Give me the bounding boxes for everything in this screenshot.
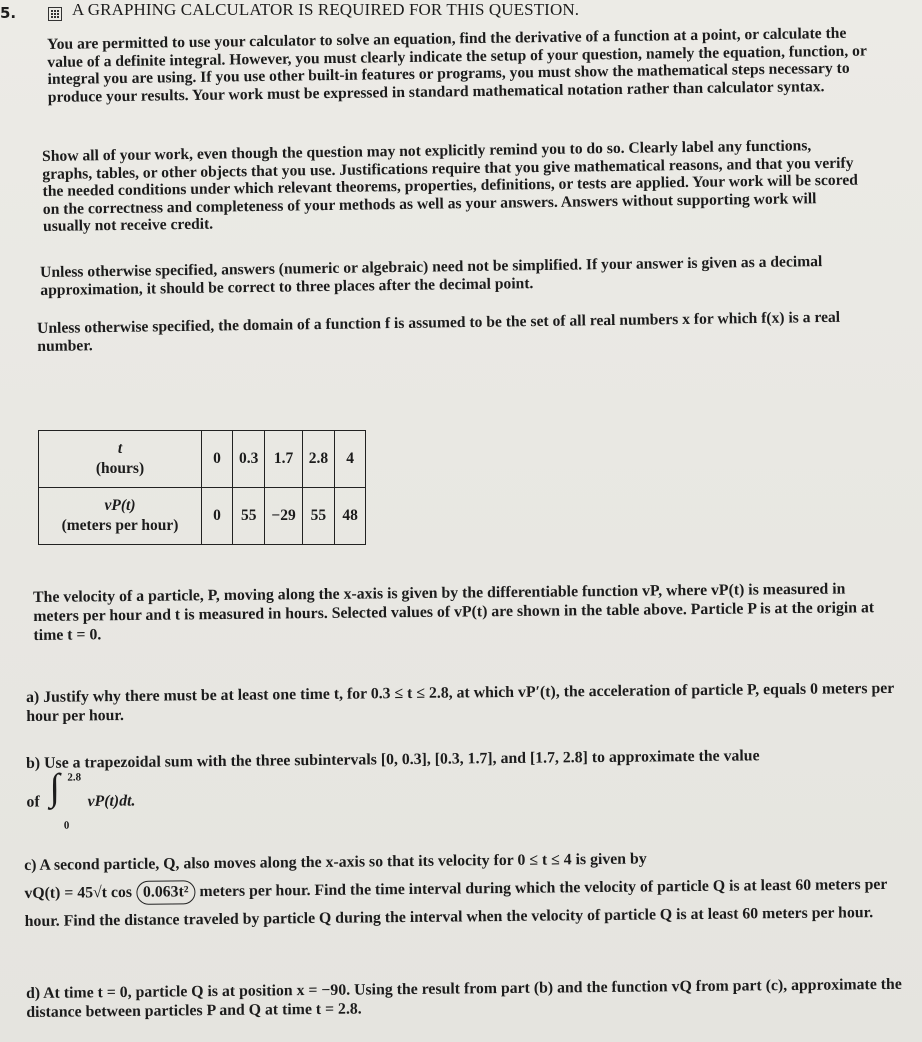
part-c bbox=[24, 843, 915, 936]
problem-intro: The velocity of a particle, P, moving along the x-axis is given by the differentiable function vP, where vP(t) is measured in meters per hour and t is measured in hours. Selected values of vP(t) are shown in the table above. Particle P is at the origin at time t = 0. bbox=[33, 580, 875, 644]
velocity-table bbox=[38, 430, 366, 545]
t-value-cell: 4 bbox=[335, 431, 366, 488]
v-value-cell: 55 bbox=[302, 488, 334, 545]
instruction-calculator-use: You are permitted to use your calculator to solve an equation, find the derivative of a function at a point, or calculate the value of a definite integral. However, you must clearly indicate the setup of your question, namely the equation, function, or integral you are using. If you use other built-in features or programs, you must show the mathematical steps necessary to produce your results. Your work must be expressed in standard mathematical notation rather than calculator syntax. bbox=[47, 24, 867, 106]
cos-argument: 0.063t² bbox=[136, 880, 196, 905]
velocity-row-label: vP(t) (meters per hour) bbox=[39, 488, 202, 545]
integral-sign: ∫ 2.8 0 bbox=[43, 782, 83, 822]
integral-upper-limit: 2.8 bbox=[67, 771, 82, 784]
t-value-cell: 1.7 bbox=[265, 431, 302, 488]
table-row-time bbox=[39, 431, 366, 488]
integrand: vP(t)dt. bbox=[87, 792, 136, 810]
part-b-of: of bbox=[26, 793, 40, 811]
part-d: d) At time t = 0, particle Q is at position x = −90. Using the result from part (b) and the function vQ from part (c), approximate the distance between particles P and Q at time t = 2.8. bbox=[26, 975, 902, 1021]
part-b-integral-line bbox=[26, 766, 906, 832]
part-c-rest: meters per hour. Find the time interval during which the velocity of particle Q is at least 60 meters per hour. Find the distance traveled by particle Q during the interval when the velocity of particle Q is at least 60 meters per hour. bbox=[24, 875, 888, 930]
integral-lower-limit: 0 bbox=[63, 819, 70, 832]
instruction-domain: Unless otherwise specified, the domain of a function f is assumed to be the set of all real numbers x for which f(x) is a real number. bbox=[37, 308, 841, 355]
calculator-required-header: A GRAPHING CALCULATOR IS REQUIRED FOR THIS QUESTION. bbox=[72, 0, 580, 19]
t-value-cell: 2.8 bbox=[302, 431, 334, 488]
question-number: 5. bbox=[0, 4, 17, 22]
v-value-cell: 48 bbox=[335, 488, 366, 545]
instruction-simplification: Unless otherwise specified, answers (numeric or algebraic) need not be simplified. If your answer is given as a decimal approximation, it should be correct to three places after the decimal point. bbox=[40, 253, 823, 299]
t-value-cell: 0 bbox=[202, 431, 233, 488]
part-a: a) Justify why there must be at least one time t, for 0.3 ≤ t ≤ 2.8, at which vP′(t), the acceleration of particle P, equals 0 meters per hour per hour. bbox=[26, 679, 895, 725]
t-value-cell: 0.3 bbox=[233, 431, 265, 488]
time-row-label: t (hours) bbox=[39, 431, 202, 488]
v-value-cell: 0 bbox=[202, 488, 233, 545]
calculator-icon bbox=[48, 7, 62, 21]
vq-function-prefix: vQ(t) = 45√t cos bbox=[24, 883, 133, 902]
v-value-cell: −29 bbox=[265, 488, 302, 545]
v-value-cell: 55 bbox=[233, 488, 265, 545]
part-c-text: c) A second particle, Q, also moves along the x-axis so that its velocity for 0 ≤ t ≤ 4 is given by bbox=[24, 850, 647, 874]
table-row-velocity bbox=[39, 488, 366, 545]
instruction-show-work: Show all of your work, even though the question may not explicitly remind you to do so. Clearly label any functions, graphs, tables, or other objects that you use. Justifications require that you give mathematical reasons, and that you verify the needed conditions under which relevant theorems, properties, definitions, or tests are applied. Your work will be scored on the correctness and completeness of your methods as well as your answers. Answers without supporting work will usually not receive credit. bbox=[42, 137, 859, 236]
part-b bbox=[26, 745, 907, 832]
part-b-text: b) Use a trapezoidal sum with the three subintervals [0, 0.3], [0.3, 1.7], and [1.7, 2.8] to approximate the value bbox=[26, 747, 760, 772]
